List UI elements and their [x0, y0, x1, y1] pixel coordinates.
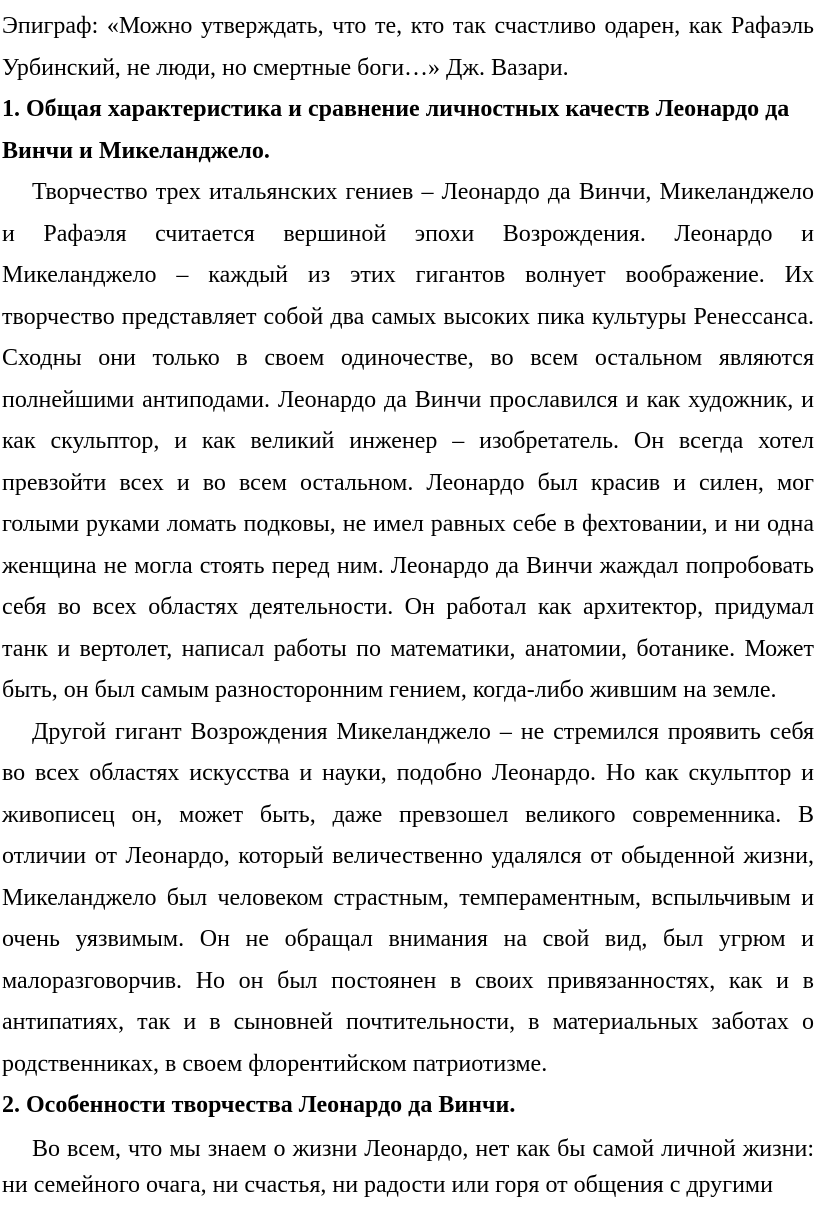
- epigraph: Эпиграф: «Можно утверждать, что те, кто так счастливо одарен, как Рафаэль Урбинский, не люди, но смертные боги…» Дж. Вазари.: [2, 13, 814, 81]
- paragraph-1: Творчество трех итальянских гениев – Леонардо да Винчи, Микеланджело и Рафаэля считается вершиной эпохи Возрождения. Леонардо и Микеланджело – каждый из этих гигантов волнует воображение. Их творчество представляет собой два самых высоких пика культуры Ренессанса. Сходны они только в своем одиночестве, во всем остальном являются полнейшими антиподами. Леонардо да Винчи прославился и как художник, и как скульптор, и как великий инженер – изобретатель. Он всегда хотел превзойти всех и во всем остальном. Леонардо был красив и силен, мог голыми руками ломать подковы, не имел равных себе в фехтовании, и ни одна женщина не могла стоять перед ним. Леонардо да Винчи жаждал попробовать себя во всех областях деятельности. Он работал как архитектор, придумал танк и вертолет, написал работы по математики, анатомии, ботанике. Может быть, он был самым разносторонним гением, когда-либо жившим на земле.: [2, 179, 814, 703]
- paragraph-3: Во всем, что мы знаем о жизни Леонардо, нет как бы самой личной жизни: ни семейного очага, ни счастья, ни радости или горя от общения с другими: [2, 1135, 814, 1198]
- section-2-heading: 2. Особенности творчества Леонардо да Винчи.: [2, 1092, 516, 1118]
- paragraph-2: Другой гигант Возрождения Микеланджело – не стремился проявить себя во всех областях искусства и науки, подобно Леонардо. Но как скульптор и живописец он, может быть, даже превзошел великого современника. В отличии от Леонардо, который величественно удалялся от обыденной жизни, Микеланджело был человеком страстным, темпераментным, вспыльчивым и очень уязвимым. Он не обращал внимания на свой вид, был угрюм и малоразговорчив. Но он был постоянен в своих привязанностях, как и в антипатиях, так и в сыновней почтительности, в материальных заботах о родственниках, в своем флорентийском патриотизме.: [2, 718, 814, 1077]
- section-1-heading: 1. Общая характеристика и сравнение личностных качеств Леонардо да Винчи и Микеланджело.: [2, 96, 790, 164]
